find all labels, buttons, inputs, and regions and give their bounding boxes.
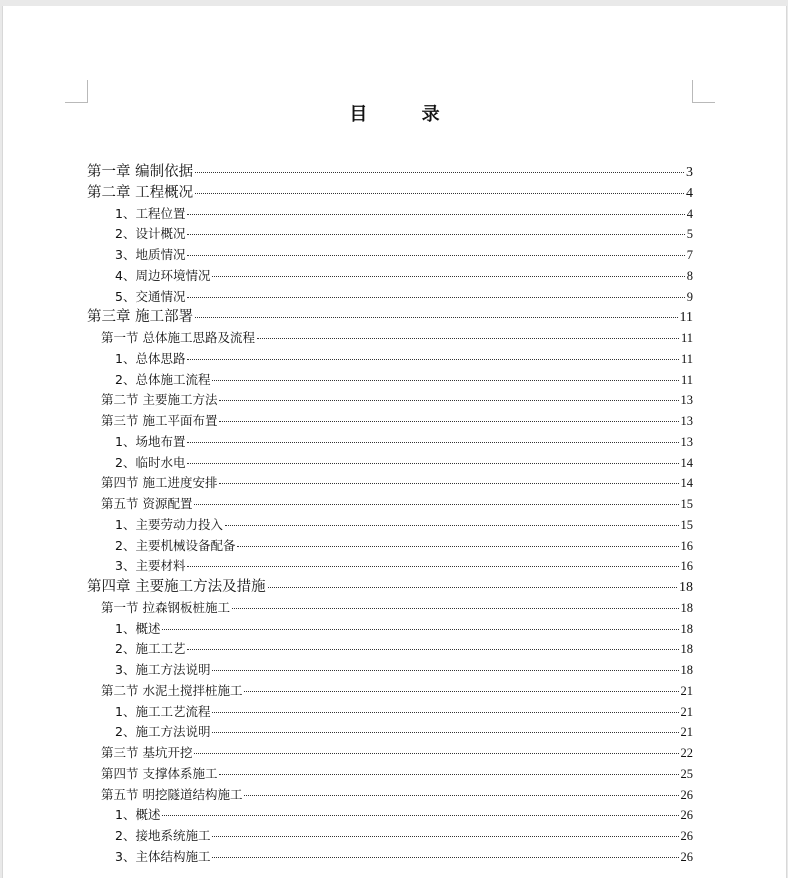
toc-entry[interactable] <box>87 494 693 515</box>
toc-entry[interactable] <box>87 681 693 702</box>
toc-entry-page-number: 4 <box>686 185 693 201</box>
dot-leader <box>195 172 684 173</box>
toc-entry-page-number: 15 <box>680 517 693 532</box>
toc-entry-page-number: 8 <box>686 268 693 283</box>
toc-entry-label: 2、施工方法说明 <box>115 724 211 740</box>
toc-entry-label: 3、主要材料 <box>115 558 186 574</box>
toc-entry-page-number: 16 <box>680 559 693 574</box>
toc-entry-page-number: 9 <box>686 289 693 304</box>
dot-leader <box>212 380 678 381</box>
dot-leader <box>162 815 678 816</box>
dot-leader <box>212 712 678 713</box>
dot-leader <box>195 193 684 194</box>
toc-entry[interactable] <box>87 390 693 411</box>
toc-entry-page-number: 18 <box>680 621 693 636</box>
toc-entry[interactable] <box>87 805 693 826</box>
toc-entry-label: 第四章 主要施工方法及措施 <box>87 579 266 595</box>
toc-entry-label: 1、场地布置 <box>115 433 186 449</box>
toc-entry-label: 5、交通情况 <box>115 288 186 304</box>
toc-entry[interactable] <box>87 453 693 474</box>
toc-entry[interactable] <box>87 245 693 266</box>
toc-entry-page-number: 3 <box>686 165 693 180</box>
toc-entry[interactable] <box>87 349 693 370</box>
toc-entry[interactable] <box>87 536 693 557</box>
toc-entry-page-number: 22 <box>680 746 693 760</box>
dot-leader <box>194 753 678 754</box>
toc-entry-label: 1、概述 <box>115 807 161 823</box>
toc-entry-label: 3、主体结构施工 <box>115 848 211 864</box>
dot-leader <box>244 691 678 692</box>
toc-entry-label: 2、总体施工流程 <box>115 371 211 387</box>
toc-entry[interactable] <box>87 722 693 743</box>
toc-entry[interactable] <box>87 577 693 598</box>
toc-entry-page-number: 26 <box>680 829 693 843</box>
toc-entry[interactable] <box>87 639 693 660</box>
document-page <box>2 6 787 878</box>
toc-entry[interactable] <box>87 785 693 806</box>
toc-entry-page-number: 21 <box>680 725 693 740</box>
toc-entry-label: 第一节 拉森钢板桩施工 <box>101 599 230 615</box>
toc-entry-label: 2、主要机械设备配备 <box>115 537 236 553</box>
toc-entry-page-number: 18 <box>680 600 693 615</box>
toc-entry-page-number: 16 <box>680 538 693 553</box>
toc-entry-label: 第二节 水泥土搅拌桩施工 <box>101 682 243 698</box>
toc-entry[interactable] <box>87 619 693 640</box>
toc-entry[interactable] <box>87 847 693 868</box>
toc-entry[interactable] <box>87 598 693 619</box>
toc-entry-label: 1、概述 <box>115 620 161 636</box>
toc-entry-label: 第三节 基坑开挖 <box>101 745 193 760</box>
dot-leader <box>187 463 678 464</box>
toc-entry[interactable] <box>87 307 693 328</box>
toc-entry-page-number: 7 <box>686 248 693 262</box>
toc-entry[interactable] <box>87 204 693 225</box>
toc-entry-label: 第四节 支撑体系施工 <box>101 765 218 781</box>
toc-entry-label: 1、主要劳动力投入 <box>115 516 223 532</box>
toc-entry[interactable] <box>87 432 693 453</box>
toc-entry[interactable] <box>87 826 693 847</box>
toc-entry-label: 第五节 明挖隧道结构施工 <box>101 786 243 802</box>
toc-entry-label: 第二节 主要施工方法 <box>101 392 218 408</box>
toc-entry-page-number: 4 <box>686 206 693 221</box>
toc-entry-page-number: 11 <box>680 351 693 366</box>
toc-entry-label: 3、施工方法说明 <box>115 662 211 677</box>
dot-leader <box>195 317 677 318</box>
toc-entry[interactable] <box>87 287 693 308</box>
toc-entry-page-number: 13 <box>680 434 693 449</box>
toc-entry-page-number: 25 <box>680 766 693 781</box>
dot-leader <box>212 857 678 858</box>
dot-leader <box>212 670 678 671</box>
toc-entry[interactable] <box>87 328 693 349</box>
toc-entry-label: 2、临时水电 <box>115 454 186 470</box>
toc-entry-label: 第三节 施工平面布置 <box>101 413 218 428</box>
dot-leader <box>212 276 684 277</box>
dot-leader <box>225 525 679 526</box>
dot-leader <box>187 297 684 298</box>
toc-entry-label: 2、设计概况 <box>115 226 186 242</box>
dot-leader <box>257 338 679 339</box>
toc-entry[interactable] <box>87 743 693 764</box>
dot-leader <box>187 255 684 256</box>
toc-entry-page-number: 5 <box>686 227 693 242</box>
toc-entry-page-number: 21 <box>680 683 693 698</box>
toc-entry-label: 1、工程位置 <box>115 205 186 221</box>
toc-entry-page-number: 11 <box>680 372 693 387</box>
toc-entry-page-number: 26 <box>680 808 693 823</box>
dot-leader <box>237 546 678 547</box>
toc-entry-label: 第四节 施工进度安排 <box>101 475 218 491</box>
dot-leader <box>187 234 684 235</box>
toc-entry[interactable] <box>87 370 693 391</box>
toc-entry-page-number: 21 <box>680 704 693 719</box>
toc-entry[interactable] <box>87 473 693 494</box>
dot-leader <box>219 774 678 775</box>
toc-entry[interactable] <box>87 183 693 204</box>
dot-leader <box>187 566 678 567</box>
dot-leader <box>232 608 679 609</box>
toc-entry-label: 2、施工工艺 <box>115 641 186 657</box>
dot-leader <box>219 421 678 422</box>
toc-entry-page-number: 11 <box>679 310 693 326</box>
toc-entry[interactable] <box>87 411 693 432</box>
toc-entry-page-number: 14 <box>680 455 693 470</box>
dot-leader <box>194 504 678 505</box>
toc-title: 目 录 <box>349 104 464 125</box>
toc-entry[interactable] <box>87 266 693 287</box>
toc-entry-page-number: 15 <box>680 497 693 511</box>
toc-entry-page-number: 26 <box>680 787 693 802</box>
toc-entry-label: 第二章 工程概况 <box>87 184 194 201</box>
toc-entry-page-number: 11 <box>680 331 693 345</box>
toc-entry[interactable] <box>87 556 693 577</box>
dot-leader <box>187 359 679 360</box>
dot-leader <box>244 795 678 796</box>
toc-entry[interactable] <box>87 515 693 536</box>
dot-leader <box>187 442 678 443</box>
toc-entry-label: 4、周边环境情况 <box>115 267 211 283</box>
dot-leader <box>212 732 678 733</box>
toc-entry-label: 第五节 资源配置 <box>101 496 193 511</box>
toc-entry-label: 第三章 施工部署 <box>87 309 194 326</box>
dot-leader <box>187 214 684 215</box>
toc-entry-page-number: 26 <box>680 849 693 864</box>
toc-entry[interactable] <box>87 660 693 681</box>
dot-leader <box>268 587 677 588</box>
toc-entry[interactable] <box>87 224 693 245</box>
toc-entry-page-number: 13 <box>680 414 693 428</box>
toc-entry-label: 1、总体思路 <box>115 350 186 366</box>
dot-leader <box>187 649 678 650</box>
toc-entry-label: 第一章 编制依据 <box>87 164 194 180</box>
toc-entry-page-number: 18 <box>680 642 693 657</box>
dot-leader <box>162 629 678 630</box>
dot-leader <box>212 836 678 837</box>
toc-entry-label: 3、地质情况 <box>115 247 186 262</box>
toc-entry-page-number: 18 <box>680 663 693 677</box>
toc-entry-page-number: 18 <box>679 580 693 595</box>
toc-entry[interactable] <box>87 162 693 183</box>
toc-entry[interactable] <box>87 764 693 785</box>
dot-leader <box>219 483 678 484</box>
table-of-contents <box>87 162 693 868</box>
toc-entry-label: 第一节 总体施工思路及流程 <box>101 330 255 345</box>
toc-entry-page-number: 14 <box>680 476 693 491</box>
toc-entry[interactable] <box>87 702 693 723</box>
toc-entry-page-number: 13 <box>680 393 693 408</box>
toc-entry-label: 1、施工工艺流程 <box>115 703 211 719</box>
dot-leader <box>219 400 678 401</box>
toc-entry-label: 2、接地系统施工 <box>115 828 211 843</box>
